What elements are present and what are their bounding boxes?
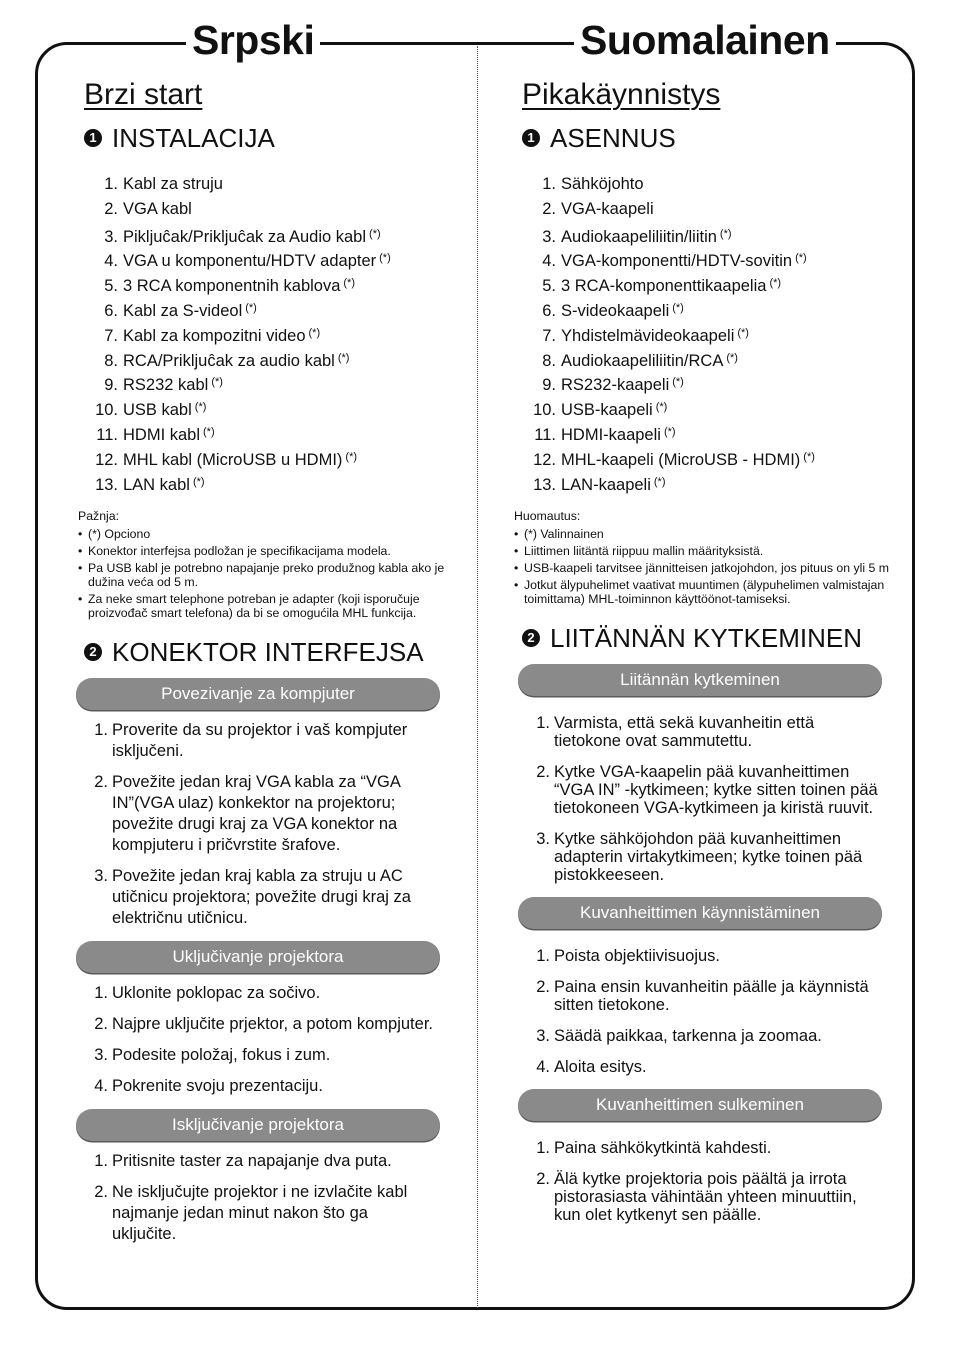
list-item [522,346,914,371]
step-item [84,1045,436,1066]
item-text: USB kabl [123,401,192,420]
item-text: 3 RCA komponentnih kablova [123,277,341,296]
list-item [522,395,914,420]
step-text: Paina ensin kuvanheitin päälle ja käynnistä sitten tietokone. [554,978,869,1015]
optional-mark: (*) [343,277,355,290]
item-text: Yhdistelmävideokaapeli [561,326,735,345]
optional-mark: (*) [672,376,684,389]
step-number: 2. [536,763,550,782]
procedure-groups [518,664,914,1224]
note-text: Liittimen liitäntä riippuu mallin määrityksistä. [524,544,764,559]
list-item [84,296,474,321]
package-items-list [84,172,474,494]
section-connector-heading [84,636,474,668]
item-text: LAN-kaapeli [561,475,651,494]
item-number: 7. [104,326,118,345]
note-text: Pa USB kabl je potrebno napajanje preko produžnog kabla ako je dužina veća od 5 m. [88,561,445,590]
step-item [84,720,436,762]
step-item [526,1170,878,1224]
step-number: 1. [536,947,550,966]
item-number: 1. [104,175,118,193]
list-item [522,296,914,321]
step-text: Paina sähkökytkintä kahdesti. [554,1139,772,1158]
step-text: Älä kytke projektoria pois päältä ja irrota pistorasiasta vähintään yhteen minuuttiin, kun olet kytkenyt sen päälle. [554,1170,857,1225]
item-number: 10. [95,401,118,420]
procedure-header: Povezivanje za kompjuter [76,678,440,710]
item-text: Kabl za S-videol [123,301,243,320]
step-item [526,978,878,1014]
step-item [84,1014,436,1035]
procedure-header: Liitännän kytkeminen [518,664,882,696]
item-number: 1. [542,175,556,193]
quick-start-title: Brzi start [84,78,203,111]
note-text: (*) Valinnainen [524,527,604,542]
note-item [514,561,908,575]
note-text: Jotkut älypuhelimet vaativat muuntimen (älypuhelimen valmistajan toimittama) MHL-toiminnon käyttöönot-tamiseksi. [524,578,885,607]
step-text: Pokrenite svoju prezentaciju. [112,1077,323,1096]
step-number: 3. [536,1027,550,1046]
item-text: HDMI kabl [123,425,201,444]
procedure-header: Kuvanheittimen käynnistäminen [518,897,882,929]
step-number: 1. [94,721,108,740]
list-item [84,271,474,296]
item-number: 10. [533,401,556,420]
step-text: Proverite da su projektor i vaš kompjuter isključeni. [112,721,408,761]
step-number: 1. [536,714,550,733]
item-number: 7. [542,326,556,345]
section-connector-heading [522,622,914,654]
optional-mark: (*) [719,227,732,240]
procedure-steps [84,983,436,1097]
optional-mark: (*) [203,425,215,438]
item-text: MHL kabl (MicroUSB u HDMI) [123,450,343,469]
item-text: VGA-kaapeli [561,199,654,218]
step-number: 2. [536,1170,550,1189]
item-text: MHL-kaapeli (MicroUSB - HDMI) [561,450,801,469]
list-item [84,222,474,247]
procedure-header: Kuvanheittimen sulkeminen [518,1089,882,1121]
item-number: 6. [542,301,556,320]
list-item [522,321,914,346]
bullet-icon: • [514,578,519,593]
item-text: VGA kabl [123,199,192,218]
item-text: VGA-komponentti/HDTV-sovitin [561,252,793,271]
item-number: 4. [104,252,118,271]
step-number: 1. [536,1139,550,1158]
step-item [84,1076,436,1097]
step-item [84,1151,436,1172]
step-item [526,763,878,817]
step-text: Podesite položaj, fokus i zum. [112,1046,331,1065]
item-number: 8. [104,351,118,370]
step-number: 3. [536,830,550,849]
step-number: 4. [94,1077,108,1096]
list-item [522,271,914,296]
optional-mark: (*) [655,401,668,414]
optional-mark: (*) [663,425,676,438]
notes-block [514,509,908,606]
item-number: 13. [533,475,556,494]
item-text: HDMI-kaapeli [561,425,661,444]
item-text: RS232 kabl [123,376,209,395]
step-text: Ne isključujte projektor i ne izvlačite kabl najmanje jedan minut nakon što ga uključite. [112,1183,408,1244]
note-text: (*) Opciono [88,527,151,542]
procedure-steps [526,947,878,1076]
item-number: 6. [104,301,118,320]
item-text: S-videokaapeli [561,301,670,320]
list-item [84,321,474,346]
procedure-steps [526,714,878,884]
note-text: USB-kaapeli tarvitsee jännitteisen jatkojohdon, jos pituus on yli 5 m [524,561,890,576]
step-text: Poista objektiivisuojus. [554,947,720,966]
step-number: 2. [94,1183,108,1202]
item-number: 5. [542,277,556,296]
procedure-steps [84,720,436,929]
list-item [522,197,914,222]
item-text: RS232-kaapeli [561,376,670,395]
item-number: 11. [534,425,556,444]
note-item [514,544,908,558]
note-text: Konektor interfejsa podložan je specifikacijama modela. [88,544,391,559]
list-item [84,197,474,222]
note-item [78,561,474,589]
item-number: 13. [95,475,118,494]
item-number: 9. [104,376,118,395]
item-number: 2. [542,199,556,218]
item-number: 11. [96,425,118,444]
step-item [526,1058,878,1076]
item-text: Kabl za struju [123,175,223,193]
optional-mark: (*) [672,301,684,314]
list-item [84,172,474,197]
procedure-steps [526,1139,878,1224]
procedure-groups [76,678,474,1245]
item-number: 2. [104,199,118,218]
column-finnish [514,78,914,1237]
list-item [84,346,474,371]
list-item [522,445,914,470]
step-text: Povežite jedan kraj kabla za struju u AC utičnicu projektora; povežite drugi kraj za električnu utičnicu. [112,867,411,928]
step-item [84,772,436,856]
list-item [84,420,474,445]
bullet-icon: • [514,527,519,542]
note-text: Za neke smart telephone potreban je adapter (koji isporučuje proizvođač smart telefona) da bi se omogućila MHL funkcija. [88,592,420,621]
step-text: Najpre uključite prjektor, a potom kompjuter. [112,1015,433,1034]
item-number: 12. [533,450,556,469]
step-number: 2. [94,773,108,792]
optional-mark: (*) [653,475,666,488]
list-item [522,420,914,445]
optional-mark: (*) [211,376,223,389]
item-text: Audiokaapeliliitin/liitin [561,227,717,246]
item-text: VGA u komponentu/HDTV adapter [123,252,377,271]
list-item [84,370,474,395]
section-number-icon: 1 [522,129,540,147]
list-item [522,172,914,197]
section-installation-heading [522,122,914,154]
step-text: Povežite jedan kraj VGA kabla za “VGA IN”(VGA ulaz) konkektor na projektoru; povežite drugi kraj za VGA konektor na kompjuteru i pričvrstite šrafove. [112,773,400,855]
note-item [78,544,474,558]
item-text: Sähköjohto [561,175,644,193]
section-installation-heading [84,122,474,154]
item-number: 4. [542,252,556,271]
step-item [526,1027,878,1045]
section-title: INSTALACIJA [112,123,275,153]
step-number: 2. [536,978,550,997]
language-title-left: Srpski [186,14,320,66]
optional-mark: (*) [192,475,205,488]
optional-mark: (*) [726,351,738,364]
section-number-icon: 2 [522,629,540,647]
item-text: LAN kabl [123,475,190,494]
item-number: 9. [542,376,556,395]
item-text: Kabl za kompozitni video [123,326,306,345]
optional-mark: (*) [803,450,815,463]
procedure-header: Isključivanje projektora [76,1109,440,1141]
optional-mark: (*) [194,401,207,414]
section-title: ASENNUS [550,123,676,153]
list-item [84,445,474,470]
optional-mark: (*) [245,301,257,314]
bullet-icon: • [78,561,83,576]
step-number: 4. [536,1058,550,1077]
note-item [78,527,474,541]
item-number: 3. [104,227,118,246]
step-text: Uklonite poklopac za sočivo. [112,984,321,1003]
column-serbian [78,78,474,1255]
optional-mark: (*) [345,450,358,463]
step-item [526,1139,878,1157]
optional-mark: (*) [769,277,782,290]
package-items-list [522,172,914,494]
list-item [84,395,474,420]
list-item [522,246,914,271]
notes-block [78,509,474,620]
step-item [84,866,436,929]
optional-mark: (*) [379,252,391,265]
optional-mark: (*) [795,252,807,265]
bullet-icon: • [514,561,519,576]
step-number: 3. [94,1046,108,1065]
item-number: 5. [104,277,118,296]
step-text: Kytke VGA-kaapelin pää kuvanheittimen “VGA IN” -kytkimeen; kytke sitten toinen pää tietokoneen VGA-kytkimeen ja kiristä ruuvit. [554,763,878,818]
list-item [522,470,914,495]
step-item [84,983,436,1004]
step-text: Säädä paikkaa, tarkenna ja zoomaa. [554,1027,822,1046]
notes-title: Pažnja: [78,509,120,524]
notes-title: Huomautus: [514,509,581,524]
note-item [514,578,908,606]
procedure-header: Uključivanje projektora [76,941,440,973]
step-number: 2. [94,1015,108,1034]
language-title-right: Suomalainen [574,14,836,66]
quick-start-title: Pikakäynnistys [522,78,721,111]
item-number: 12. [95,450,118,469]
section-number-icon: 2 [84,643,102,661]
step-item [526,714,878,750]
note-item [514,527,908,541]
procedure-steps [84,1151,436,1245]
step-item [526,830,878,884]
item-text: USB-kaapeli [561,401,653,420]
optional-mark: (*) [308,326,321,339]
step-number: 1. [94,984,108,1003]
bullet-icon: • [78,527,83,542]
note-item [78,592,474,620]
step-text: Varmista, että sekä kuvanheitin että tietokone ovat sammutettu. [554,714,815,751]
list-item [522,222,914,247]
step-item [526,947,878,965]
section-title: LIITÄNNÄN KYTKEMINEN [550,623,863,654]
step-number: 3. [94,867,108,886]
list-item [522,370,914,395]
item-number: 8. [542,351,556,370]
step-number: 1. [94,1152,108,1171]
step-text: Kytke sähköjohdon pää kuvanheittimen adapterin virtakytkimeen; kytke toinen pää pistokkeeseen. [554,830,863,885]
optional-mark: (*) [337,351,350,364]
item-text: Pikljuĉak/Prikljuĉak za Audio kabl [123,227,367,246]
item-text: Audiokaapeliliitin/RCA [561,351,724,370]
optional-mark: (*) [737,326,749,339]
item-text: 3 RCA-komponenttikaapelia [561,277,767,296]
step-item [84,1182,436,1245]
optional-mark: (*) [369,227,381,240]
item-number: 3. [542,227,556,246]
list-item [84,470,474,495]
column-divider [477,46,478,1308]
step-text: Aloita esitys. [554,1058,647,1077]
section-number-icon: 1 [84,129,102,147]
step-text: Pritisnite taster za napajanje dva puta. [112,1152,392,1171]
list-item [84,246,474,271]
bullet-icon: • [514,544,519,559]
item-text: RCA/Prikljuĉak za audio kabl [123,351,335,370]
section-title: KONEKTOR INTERFEJSA [112,637,424,668]
bullet-icon: • [78,544,83,559]
bullet-icon: • [78,592,83,607]
